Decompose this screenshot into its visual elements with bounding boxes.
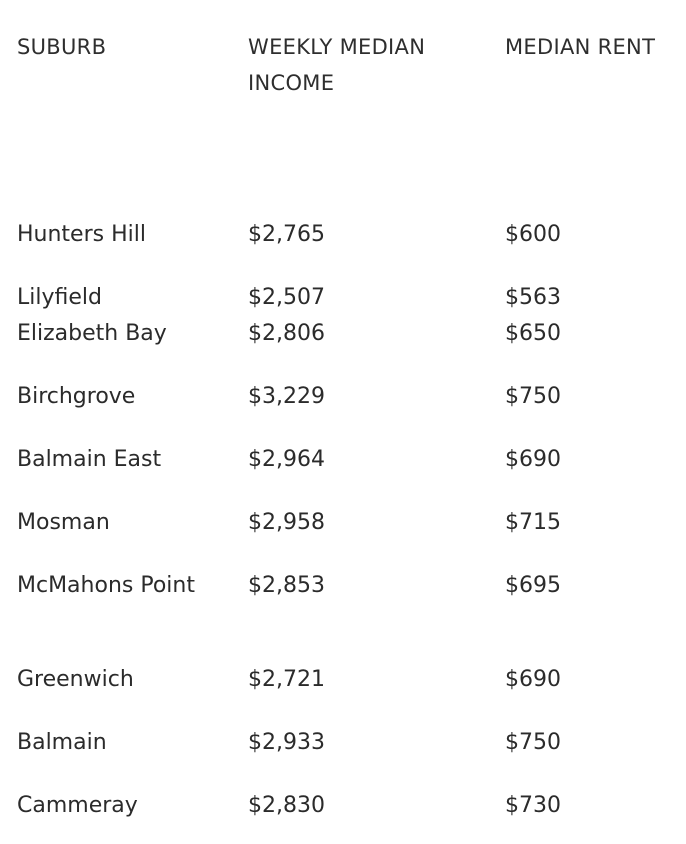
rent-cell: $690 [505,667,561,692]
income-cell: $2,507 [248,285,325,310]
rent-cell: $695 [505,573,561,598]
income-cell: $2,721 [248,667,325,692]
table-row [0,505,686,541]
rent-cell: $600 [505,222,561,247]
table-row [0,442,686,478]
suburb-cell: Cammeray [17,793,138,818]
suburb-cell: Mosman [17,510,110,535]
rent-cell: $650 [505,321,561,346]
income-cell: $2,933 [248,730,325,755]
income-cell: $2,830 [248,793,325,818]
table-row [0,662,686,698]
header-suburb: SUBURB [17,35,107,59]
table-row [0,316,686,352]
suburb-cell: Lilyfield [17,285,102,310]
income-cell: $3,229 [248,384,325,409]
suburb-cell: Balmain [17,730,107,755]
rent-cell: $690 [505,447,561,472]
table-row [0,725,686,761]
table-row [0,280,686,316]
income-cell: $2,964 [248,447,325,472]
header-weekly-median-income: WEEKLY MEDIAN INCOME [248,35,426,95]
rent-cell: $563 [505,285,561,310]
table-row [0,379,686,415]
income-cell: $2,765 [248,222,325,247]
table-row [0,568,686,604]
suburb-cell: Elizabeth Bay [17,321,167,346]
rent-cell: $730 [505,793,561,818]
income-cell: $2,958 [248,510,325,535]
table-row [0,788,686,824]
suburb-cell: Hunters Hill [17,222,146,247]
rent-cell: $750 [505,730,561,755]
rent-cell: $750 [505,384,561,409]
income-cell: $2,853 [248,573,325,598]
suburb-cell: McMahons Point [17,573,195,598]
suburb-cell: Birchgrove [17,384,136,409]
suburb-cell: Greenwich [17,667,134,692]
table-row [0,217,686,253]
header-median-rent: MEDIAN RENT [505,35,656,59]
income-cell: $2,806 [248,321,325,346]
suburb-cell: Balmain East [17,447,162,472]
rent-cell: $715 [505,510,561,535]
